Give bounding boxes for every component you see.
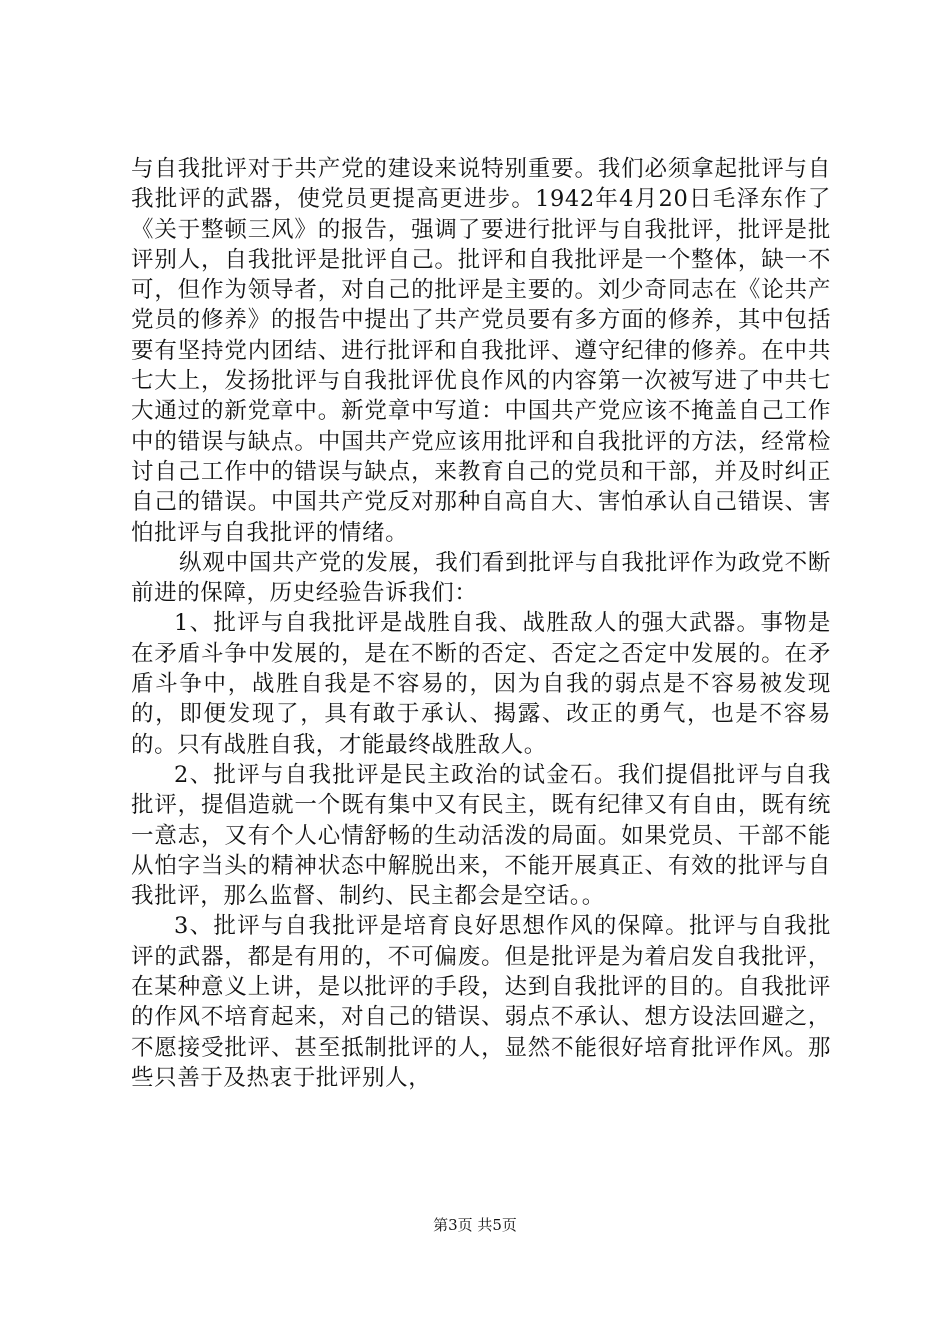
paragraph-continuation: 与自我批评对于共产党的建设来说特别重要。我们必须拿起批评与自我批评的武器，使党员更提高更进步。1942年4月20日毛泽东作了《关于整顿三风》的报告，强调了要进行批评与自我批评，批评是批评别人，自我批评是批评自己。批评和自我批评是一个整体，缺一不可，但作为领导者，对自己的批评是主要的。刘少奇同志在《论共产党员的修养》的报告中提出了共产党员要有多方面的修养，其中包括要有坚持党内团结、进行批评和自我批评、遵守纪律的修养。在中共七大上，发扬批评与自我批评优良作风的内容第一次被写进了中共七大通过的新党章中。新党章中写道：中国共产党应该不掩盖自己工作中的错误与缺点。中国共产党应该用批评和自我批评的方法，经常检讨自己工作中的错误与缺点，来教育自己的党员和干部，并及时纠正自己的错误。中国共产党反对那种自高自大、害怕承认自己错误、害怕批评与自我批评的情绪。 xyxy=(131,156,831,546)
paragraph-point-2: 2、批评与自我批评是民主政治的试金石。我们提倡批评与自我批评，提倡造就一个既有集中又有民主，既有纪律又有自由，既有统一意志，又有个人心情舒畅的生动活泼的局面。如果党员、干部不能从怕字当头的精神状态中解脱出来，不能开展真正、有效的批评与自我批评，那么监督、制约、民主都会是空话。。 xyxy=(131,761,831,910)
paragraph-overview: 纵观中国共产党的发展，我们看到批评与自我批评作为政党不断前进的保障，历史经验告诉我们： xyxy=(131,549,831,607)
paragraph-point-1: 1、批评与自我批评是战胜自我、战胜敌人的强大武器。事物是在矛盾斗争中发展的，是在不断的否定、否定之否定中发展的。在矛盾斗争中，战胜自我是不容易的，因为自我的弱点是不容易被发现的，即便发现了，具有敢于承认、揭露、改正的勇气，也是不容易的。只有战胜自我，才能最终战胜敌人。 xyxy=(131,610,831,758)
document-body xyxy=(131,154,831,1093)
page-number-footer: 第3页 共5页 xyxy=(433,1216,517,1234)
paragraph-point-3: 3、批评与自我批评是培育良好思想作风的保障。批评与自我批评的武器，都是有用的，不可偏废。但是批评是为着启发自我批评，在某种意义上讲，是以批评的手段，达到自我批评的目的。自我批评的作风不培育起来，对自己的错误、弱点不承认、想方设法回避之，不愿接受批评、甚至抵制批评的人，显然不能很好培育批评作风。那些只善于及热衷于批评别人， xyxy=(131,913,831,1091)
